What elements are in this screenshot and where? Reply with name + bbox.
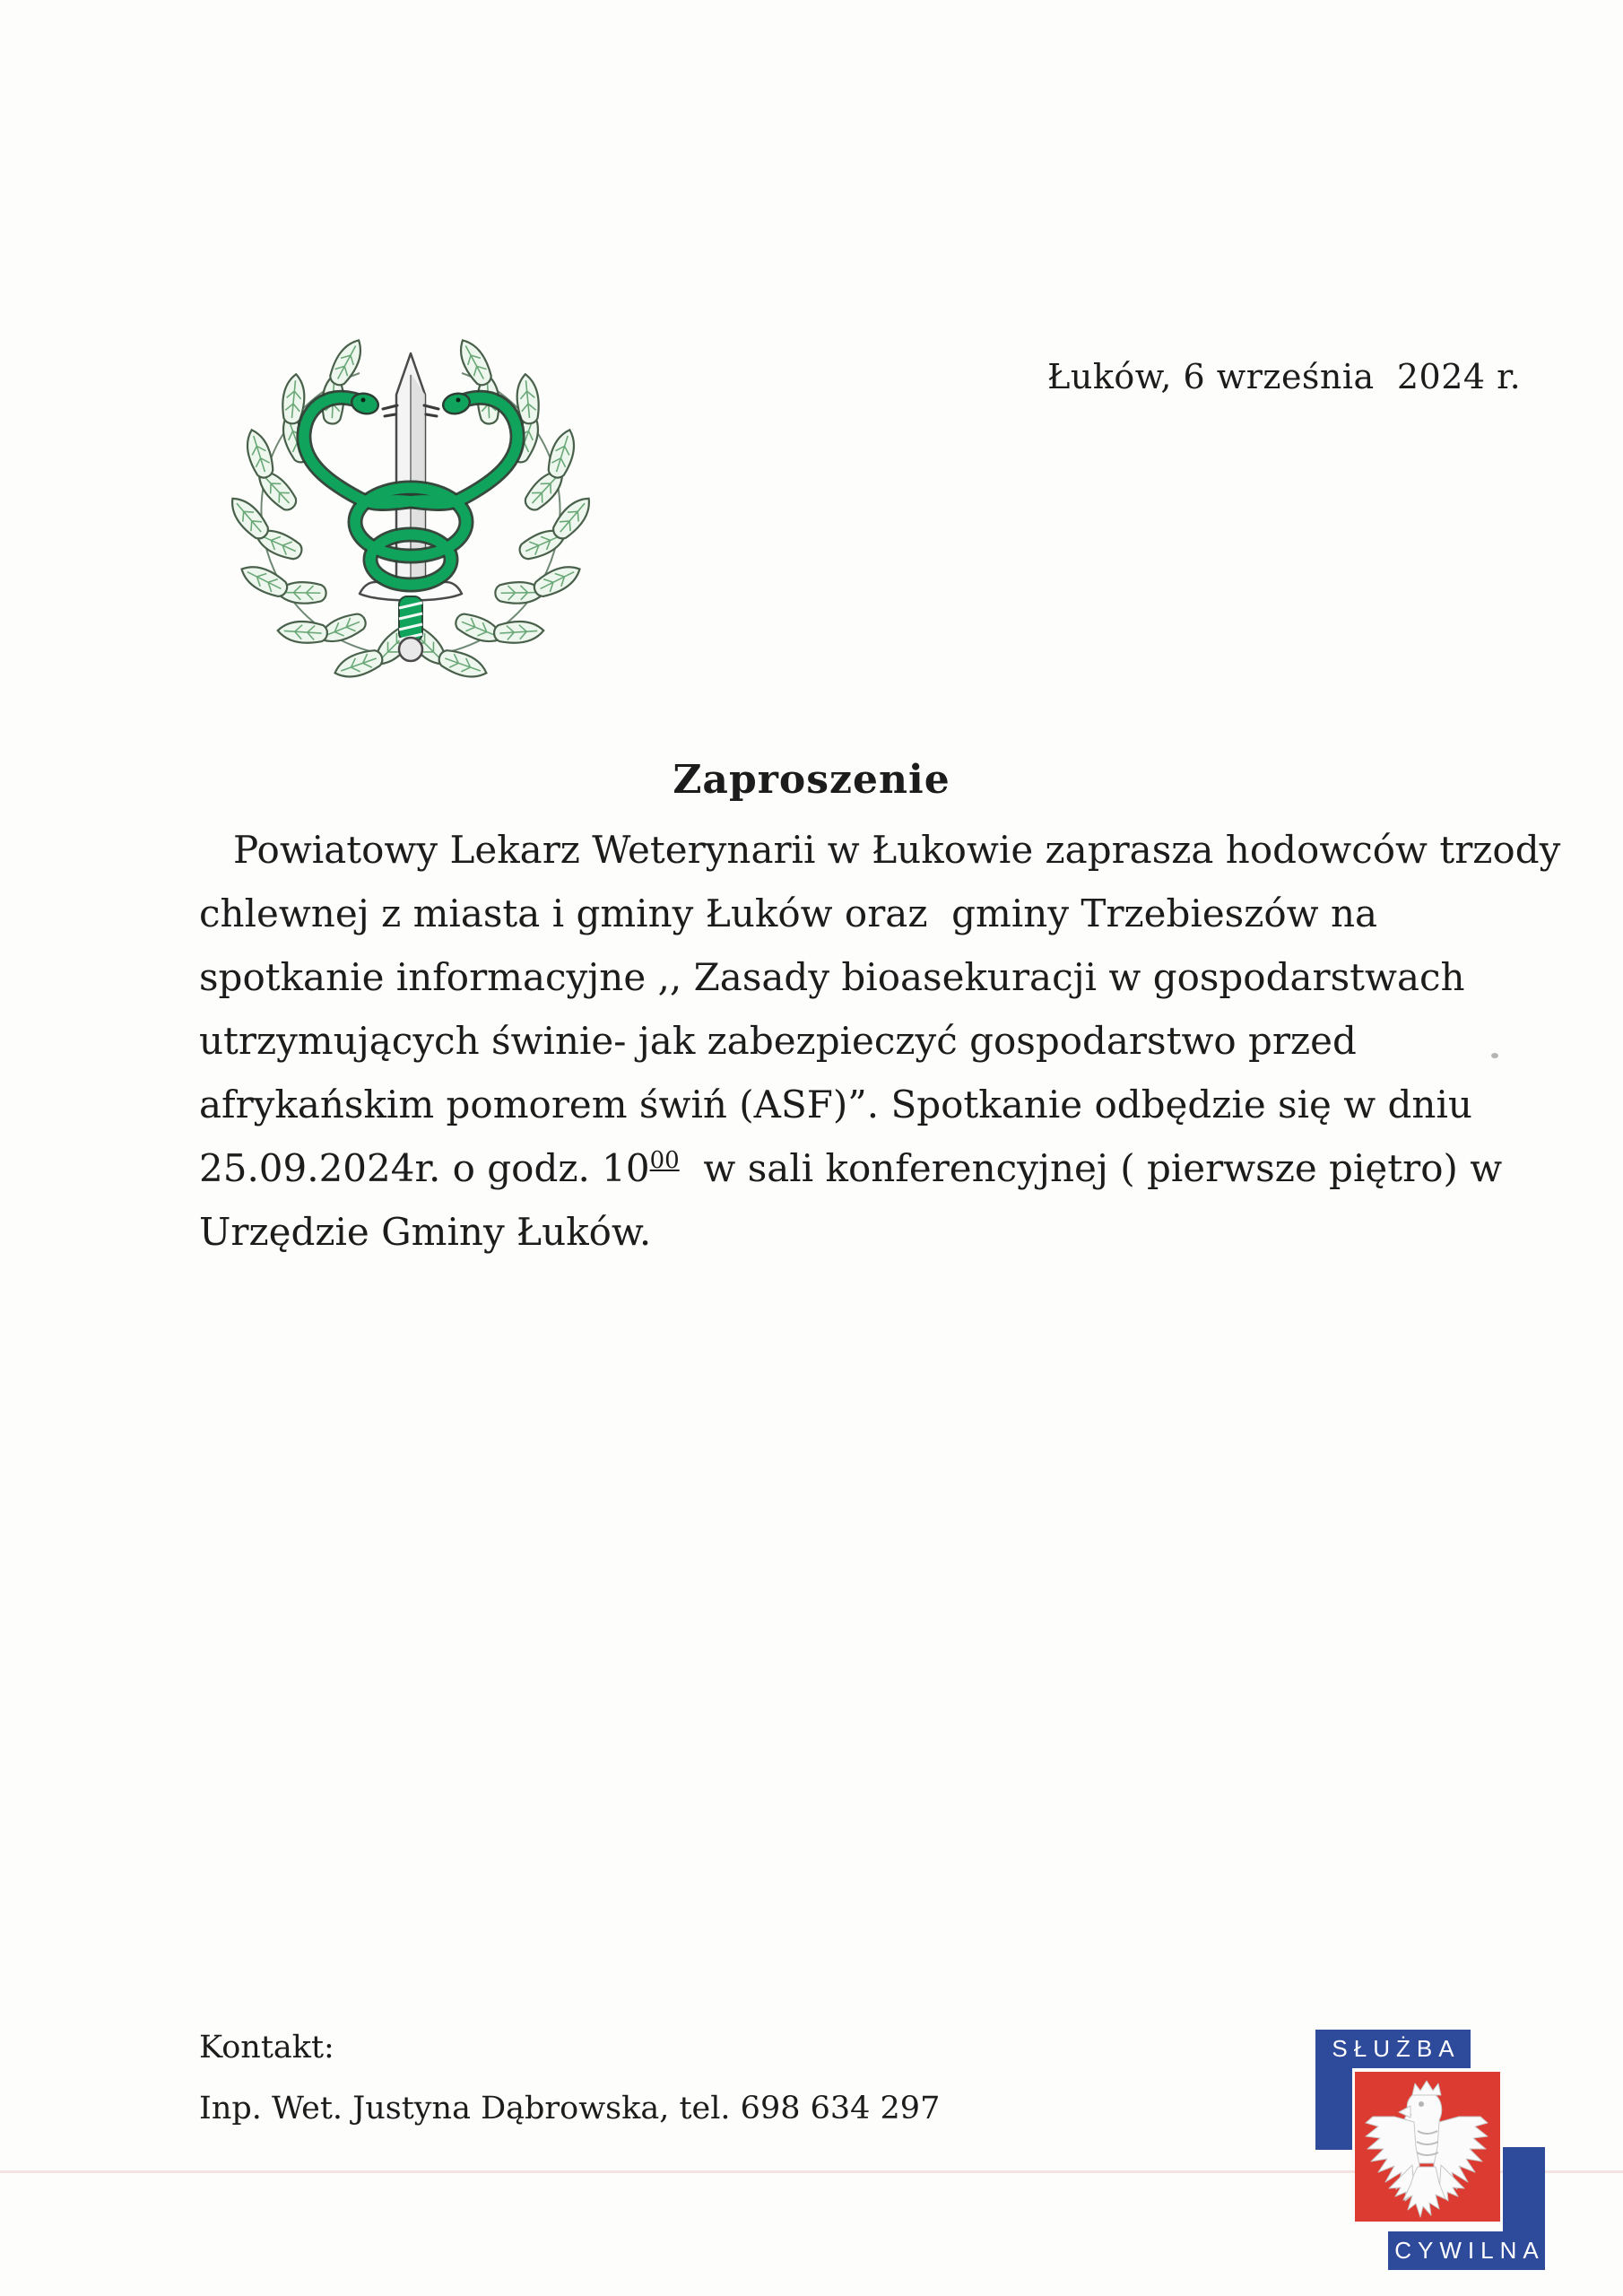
sluzba-label: SŁUŻBA [1332, 2035, 1461, 2062]
superscript-time: 00 [649, 1147, 680, 1174]
time-prefix-text: 25.09.2024r. o godz. 10 [199, 1146, 650, 1190]
date-line: Łuków, 6 września 2024 r. [1047, 357, 1522, 396]
scan-artifact-dot [1491, 1053, 1498, 1058]
contact-label: Kontakt: [199, 2030, 334, 2066]
badge-red-square [1355, 2072, 1500, 2222]
paragraph-line-4: utrzymujących świnie- jak zabezpieczyć gospodarstwo przed [199, 1019, 1357, 1063]
contact-person: Inp. Wet. Justyna Dąbrowska, tel. 698 634 297 [199, 2091, 941, 2126]
veterinary-inspection-logo [227, 328, 593, 694]
paragraph-line-5: afrykańskim pomorem świń (ASF)”. Spotkanie odbędzie się w dniu [199, 1083, 1472, 1126]
time-suffix-text: w sali konferencyjnej ( pierwsze piętro) w [679, 1146, 1503, 1190]
sluzba-bar [1315, 2030, 1471, 2068]
civil-service-badge [1315, 2030, 1545, 2270]
paragraph-line-1: Powiatowy Lekarz Weterynarii w Łukowie zaprasza hodowców trzody [233, 828, 1561, 872]
paragraph-line-7: Urzędzie Gminy Łuków. [199, 1210, 652, 1254]
polish-eagle-icon [1355, 2072, 1500, 2222]
eagle-crown [1412, 2081, 1441, 2095]
badge-left-strip [1315, 2068, 1352, 2150]
cywilna-label: CYWILNA [1394, 2237, 1545, 2264]
invitation-paragraph [199, 818, 1561, 1264]
letter-title: Zaproszenie [673, 757, 950, 803]
cywilna-bar [1388, 2231, 1545, 2270]
paragraph-line-3: spotkanie informacyjne ,, Zasady bioasekuracji w gospodarstwach [199, 955, 1465, 999]
sword-and-snakes-wreath-icon [227, 328, 593, 694]
paragraph-line-2: chlewnej z miasta i gminy Łuków oraz gminy Trzebieszów na [199, 891, 1378, 935]
eagle-beak [1399, 2106, 1410, 2118]
paragraph-line-6 [199, 1136, 1503, 1200]
